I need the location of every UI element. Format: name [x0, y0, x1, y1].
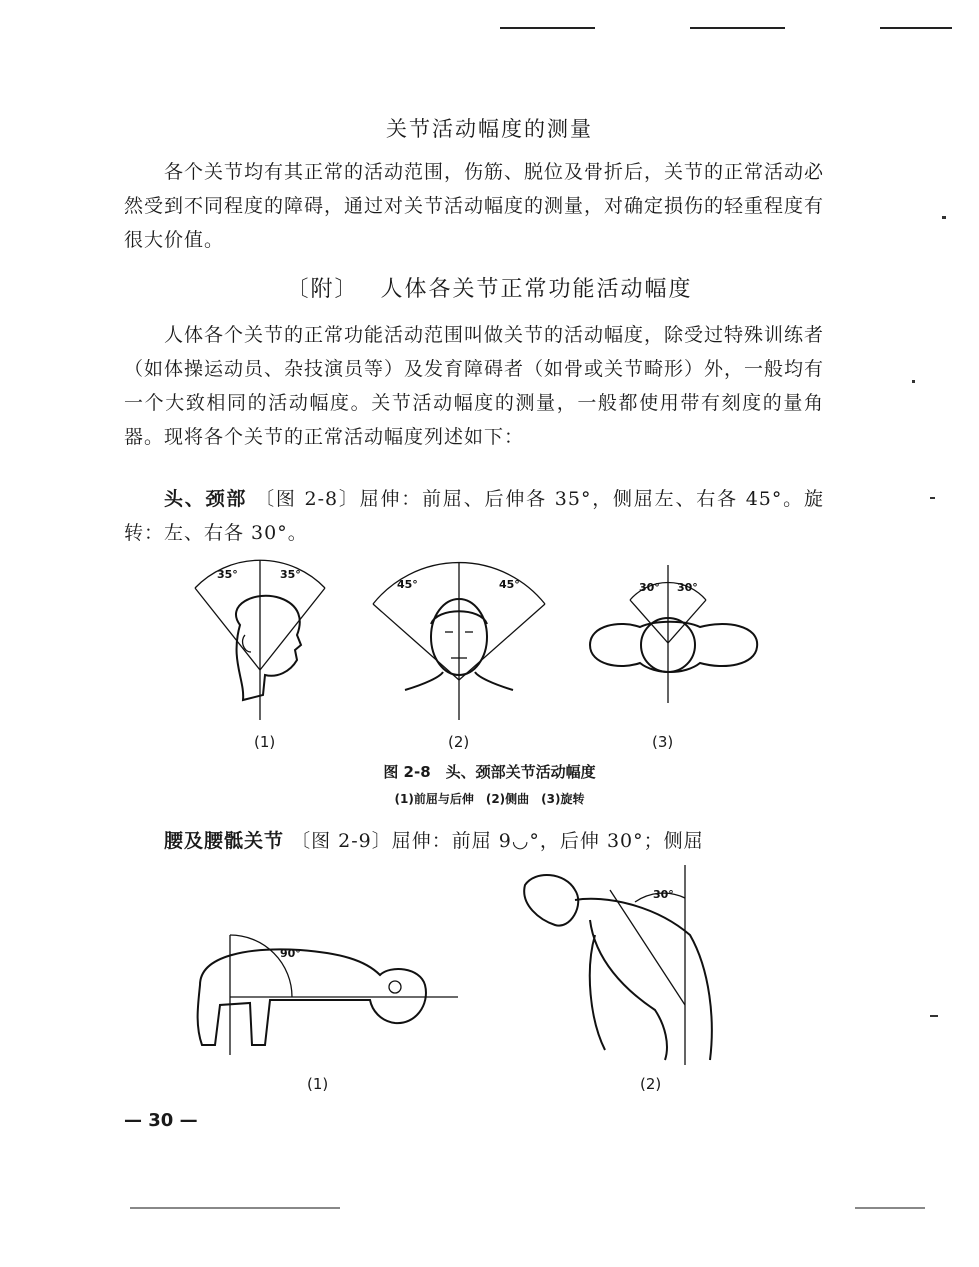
angle-arc	[230, 935, 292, 997]
torso-outline	[575, 899, 712, 1060]
scan-noise-line	[130, 1207, 340, 1209]
figure-2-8-panel-1	[185, 560, 345, 725]
intro-paragraph: 各个关节均有其正常的活动范围，伤筋、脱位及骨折后，关节的正常活动必然受到不同程度的障碍，通过对关节活动幅度的测量，对确定损伤的轻重程度有很大价值。	[124, 161, 825, 251]
appendix-tag: 〔附〕	[286, 277, 359, 302]
angle-label-left: 35°	[217, 568, 238, 581]
angle-label-right: 45°	[499, 578, 520, 591]
page-number: — 30 —	[124, 1110, 198, 1131]
shoulders-top-outline	[590, 622, 757, 672]
figure-2-8-panel-2	[365, 562, 555, 722]
figure-2-8-label-3: (3)	[652, 733, 674, 751]
angle-label-left: 45°	[397, 578, 418, 591]
head-neck-paragraph	[124, 482, 824, 550]
angle-label: 90°	[280, 947, 301, 960]
page-title: 关节活动幅度的测量	[386, 117, 593, 141]
figure-2-8-panel-3	[585, 565, 765, 705]
angle-label-right: 35°	[280, 568, 301, 581]
scan-speck	[942, 216, 946, 219]
side-head-outline	[236, 596, 301, 700]
appendix-paragraph: 人体各个关节的正常功能活动范围叫做关节的活动幅度，除受过特殊训练者（如体操运动员、杂技演员等）及发育障碍者（如骨或关节畸形）外，一般均有一个大致相同的活动幅度。关节活动幅度的测量，一般都使用带有刻度的量角器。现将各个关节的正常活动幅度列述如下：	[124, 324, 825, 448]
angle-ray-right	[459, 604, 545, 680]
header-rule-3	[880, 27, 952, 29]
header-rule-2	[690, 27, 785, 29]
figure-2-9-panel-1	[190, 925, 465, 1060]
angle-label-left: 30°	[639, 581, 660, 594]
waist-text: 〔图 2-9〕屈伸：前屈 9◡°，后伸 30°；侧屈	[291, 830, 704, 852]
waist-label: 腰及腰骶关节	[164, 830, 285, 852]
figure-2-9-label-2: (2)	[640, 1075, 662, 1093]
angle-label-right: 30°	[677, 581, 698, 594]
figure-2-8-subcaption: (1)前屈与后伸 (2)侧曲 (3)旋转	[394, 792, 585, 806]
figure-2-8-caption: 图 2-8 头、颈部关节活动幅度	[383, 763, 596, 781]
scan-speck	[912, 380, 915, 383]
appendix-heading	[0, 272, 979, 303]
head-neck-label: 头、颈部	[164, 488, 248, 510]
scan-speck	[930, 497, 935, 499]
tilted-head-outline	[524, 875, 578, 926]
angle-ray-left	[373, 604, 459, 680]
angle-label: 30°	[653, 888, 674, 901]
head-neck-text: 〔图 2-8〕屈伸：前屈、后伸各 35°，侧屈左、右各 45°。旋转：左、右各 30°。	[124, 488, 824, 544]
waist-paragraph	[124, 824, 824, 858]
figure-2-9-label-1: (1)	[307, 1075, 329, 1093]
scan-noise-line	[855, 1207, 925, 1209]
figure-2-8-label-1: (1)	[254, 733, 276, 751]
figure-2-9-panel-2	[505, 860, 730, 1070]
scan-speck	[930, 1015, 938, 1017]
angle-ray-right	[260, 588, 325, 670]
ear-outline	[389, 981, 401, 993]
angle-ray	[610, 890, 685, 1005]
appendix-heading-text: 人体各关节正常功能活动幅度	[380, 277, 693, 302]
figure-2-8-label-2: (2)	[448, 733, 470, 751]
header-rule-1	[500, 27, 595, 29]
angle-ray-left	[195, 588, 260, 670]
